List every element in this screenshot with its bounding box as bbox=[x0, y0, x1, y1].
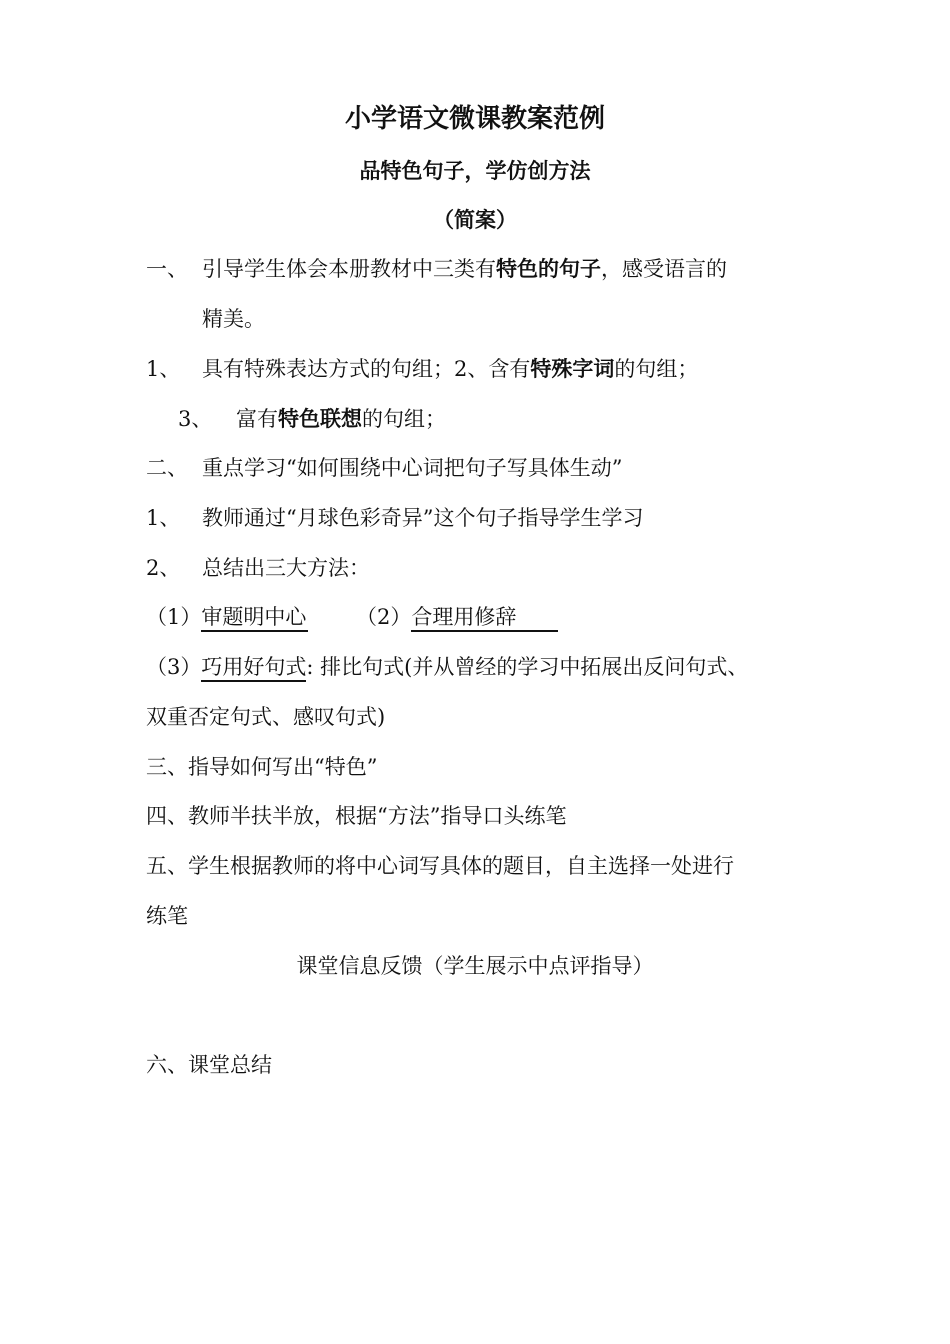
section-5: 五、学生根据教师的将中心词写具体的题目，自主选择一处进行 bbox=[146, 854, 734, 878]
section-1-continuation: 精美。 bbox=[202, 307, 265, 331]
item-1-3-marker: 3、 bbox=[178, 407, 213, 431]
section-5-continuation: 练笔 bbox=[146, 904, 188, 928]
item-1-1 bbox=[202, 354, 698, 384]
method-1-prefix: （1） bbox=[146, 605, 202, 629]
item-1-3-tail: 的句组； bbox=[362, 407, 446, 431]
item-2-1: 教师通过“月球色彩奇异”这个句子指导学生学习 bbox=[202, 506, 644, 530]
section-6: 六、课堂总结 bbox=[146, 1053, 272, 1077]
item-1-1-text: 具有特殊表达方式的句组；2、含有 bbox=[202, 357, 531, 381]
method-2: 合理用修辞 bbox=[411, 604, 558, 632]
method-3-continuation: 双重否定句式、感叹句式) bbox=[146, 705, 386, 729]
method-3-tail: : 排比句式(并从曾经的学习中拓展出反问句式、 bbox=[306, 655, 749, 679]
method-1-row bbox=[146, 602, 308, 632]
feedback-line: 课堂信息反馈（学生展示中点评指导） bbox=[296, 954, 654, 978]
section-1-text-a: 引导学生体会本册教材中三类有 bbox=[202, 257, 496, 281]
document-subtitle: 品特色句子，学仿创方法 bbox=[359, 158, 591, 183]
item-2-1-marker: 1、 bbox=[146, 506, 181, 530]
method-2-row bbox=[356, 602, 558, 632]
item-1-3-bold: 特色联想 bbox=[278, 406, 362, 431]
item-1-3-text: 富有 bbox=[236, 407, 278, 431]
section-2-marker: 二、 bbox=[146, 456, 188, 480]
section-3: 三、指导如何写出“特色” bbox=[146, 755, 378, 779]
item-1-1-marker: 1、 bbox=[146, 357, 181, 381]
item-1-2-bold: 特殊字词 bbox=[530, 356, 615, 381]
method-2-prefix: （2） bbox=[356, 605, 412, 629]
method-3: 巧用好句式 bbox=[201, 654, 306, 682]
method-3-row bbox=[146, 652, 748, 682]
section-2-text: 重点学习“如何围绕中心词把句子写具体生动” bbox=[202, 456, 623, 480]
item-1-2-tail: 的句组； bbox=[614, 357, 699, 381]
method-1: 审题明中心 bbox=[201, 604, 308, 632]
section-1-marker: 一、 bbox=[146, 257, 188, 281]
section-1-bold: 特色的句子 bbox=[496, 256, 601, 281]
document-title: 小学语文微课教案范例 bbox=[344, 104, 605, 134]
section-4: 四、教师半扶半放，根据“方法”指导口头练笔 bbox=[146, 804, 567, 828]
item-2-2-marker: 2、 bbox=[146, 556, 181, 580]
item-2-2: 总结出三大方法： bbox=[202, 556, 370, 580]
method-3-prefix: （3） bbox=[146, 655, 202, 679]
item-1-3 bbox=[236, 404, 446, 434]
document-subtitle-brief: （简案） bbox=[433, 207, 517, 232]
section-1-text-b: ，感受语言的 bbox=[601, 257, 727, 281]
section-1-text bbox=[202, 254, 727, 284]
